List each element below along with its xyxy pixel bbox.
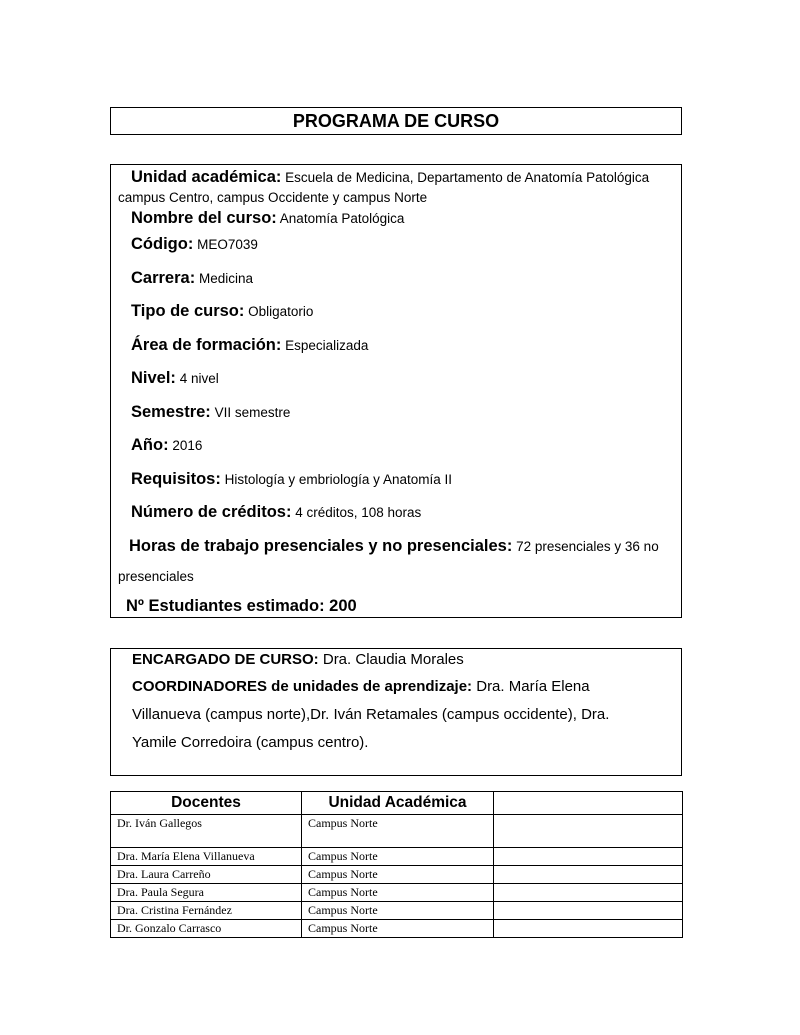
docente-unidad: Campus Norte xyxy=(302,815,494,848)
coordinadores-value-1: Dra. María Elena xyxy=(476,678,590,695)
unidad-row-cont xyxy=(118,190,427,205)
docente-unidad: Campus Norte xyxy=(302,866,494,884)
area-value: Especializada xyxy=(285,338,369,353)
docente-extra xyxy=(494,815,683,848)
nombre-label: Nombre del curso: xyxy=(131,209,277,227)
coordinadores-row-3 xyxy=(132,734,368,751)
area-row xyxy=(131,336,368,355)
creditos-row xyxy=(131,503,421,522)
estudiantes-row xyxy=(126,597,357,616)
carrera-row xyxy=(131,269,253,288)
horas-value: 72 presenciales y 36 no xyxy=(516,539,659,554)
unidad-row xyxy=(131,168,649,187)
anio-value: 2016 xyxy=(172,438,203,453)
encargado-value: Dra. Claudia Morales xyxy=(322,651,464,668)
codigo-label: Código: xyxy=(131,235,194,253)
docente-name: Dr. Gonzalo Carrasco xyxy=(111,920,302,938)
encargado-label: ENCARGADO DE CURSO: xyxy=(132,651,319,668)
docente-unidad: Campus Norte xyxy=(302,884,494,902)
table-row xyxy=(111,902,683,920)
docente-unidad: Campus Norte xyxy=(302,902,494,920)
codigo-row xyxy=(131,235,258,254)
horas-row-cont xyxy=(118,569,194,584)
semestre-row xyxy=(131,403,290,422)
nombre-value: Anatomía Patológica xyxy=(279,211,405,226)
staff-box xyxy=(110,648,682,776)
table-row xyxy=(111,884,683,902)
coordinadores-row-2 xyxy=(132,706,609,723)
requisitos-row xyxy=(131,470,452,489)
semestre-label: Semestre: xyxy=(131,403,211,421)
docentes-table xyxy=(110,791,683,938)
carrera-label: Carrera: xyxy=(131,269,196,287)
horas-label: Horas de trabajo presenciales y no presenciales: xyxy=(129,537,513,555)
table-row xyxy=(111,815,683,848)
docente-unidad: Campus Norte xyxy=(302,920,494,938)
table-row xyxy=(111,848,683,866)
header-empty xyxy=(494,792,683,815)
encargado-row xyxy=(132,651,464,668)
table-row xyxy=(111,866,683,884)
coordinadores-label: COORDINADORES de unidades de aprendizaje: xyxy=(132,678,473,695)
unidad-value: Escuela de Medicina, Departamento de Anatomía Patológica xyxy=(285,170,650,185)
docente-extra xyxy=(494,884,683,902)
docente-name: Dra. Paula Segura xyxy=(111,884,302,902)
docente-extra xyxy=(494,848,683,866)
area-label: Área de formación: xyxy=(131,336,282,354)
anio-label: Año: xyxy=(131,436,169,454)
estudiantes-label: Nº Estudiantes estimado: 200 xyxy=(126,597,357,615)
docente-name: Dra. María Elena Villanueva xyxy=(111,848,302,866)
horas-value-cont: presenciales xyxy=(118,569,194,584)
title-box xyxy=(110,107,682,135)
docente-extra xyxy=(494,902,683,920)
creditos-value: 4 créditos, 108 horas xyxy=(295,505,422,520)
page-title: PROGRAMA DE CURSO xyxy=(292,111,500,131)
anio-row xyxy=(131,436,202,455)
creditos-label: Número de créditos: xyxy=(131,503,292,521)
coordinadores-value-2: Villanueva (campus norte),Dr. Iván Retamales (campus occidente), Dra. xyxy=(132,706,610,723)
tipo-value: Obligatorio xyxy=(248,304,314,319)
requisitos-value: Histología y embriología y Anatomía II xyxy=(224,472,452,487)
codigo-value: MEO7039 xyxy=(197,237,258,252)
tipo-row xyxy=(131,302,313,321)
unidad-label: Unidad académica: xyxy=(131,168,282,186)
coordinadores-value-3: Yamile Corredoira (campus centro). xyxy=(132,734,369,751)
docente-name: Dra. Laura Carreño xyxy=(111,866,302,884)
docente-unidad: Campus Norte xyxy=(302,848,494,866)
table-row xyxy=(111,920,683,938)
docente-extra xyxy=(494,920,683,938)
docente-name: Dra. Cristina Fernández xyxy=(111,902,302,920)
docente-name: Dr. Iván Gallegos xyxy=(111,815,302,848)
horas-row xyxy=(129,537,659,556)
semestre-value: VII semestre xyxy=(214,405,291,420)
tipo-label: Tipo de curso: xyxy=(131,302,245,320)
nivel-row xyxy=(131,369,219,388)
nombre-row xyxy=(131,209,404,228)
header-docentes: Docentes xyxy=(111,792,302,815)
header-unidad: Unidad Académica xyxy=(302,792,494,815)
table-header-row xyxy=(111,792,683,815)
course-info-box xyxy=(110,164,682,618)
nivel-label: Nivel: xyxy=(131,369,176,387)
docente-extra xyxy=(494,866,683,884)
carrera-value: Medicina xyxy=(198,271,254,286)
unidad-value-cont: campus Centro, campus Occidente y campus Norte xyxy=(118,190,428,205)
coordinadores-row xyxy=(132,678,590,695)
requisitos-label: Requisitos: xyxy=(131,470,221,488)
nivel-value: 4 nivel xyxy=(179,371,219,386)
